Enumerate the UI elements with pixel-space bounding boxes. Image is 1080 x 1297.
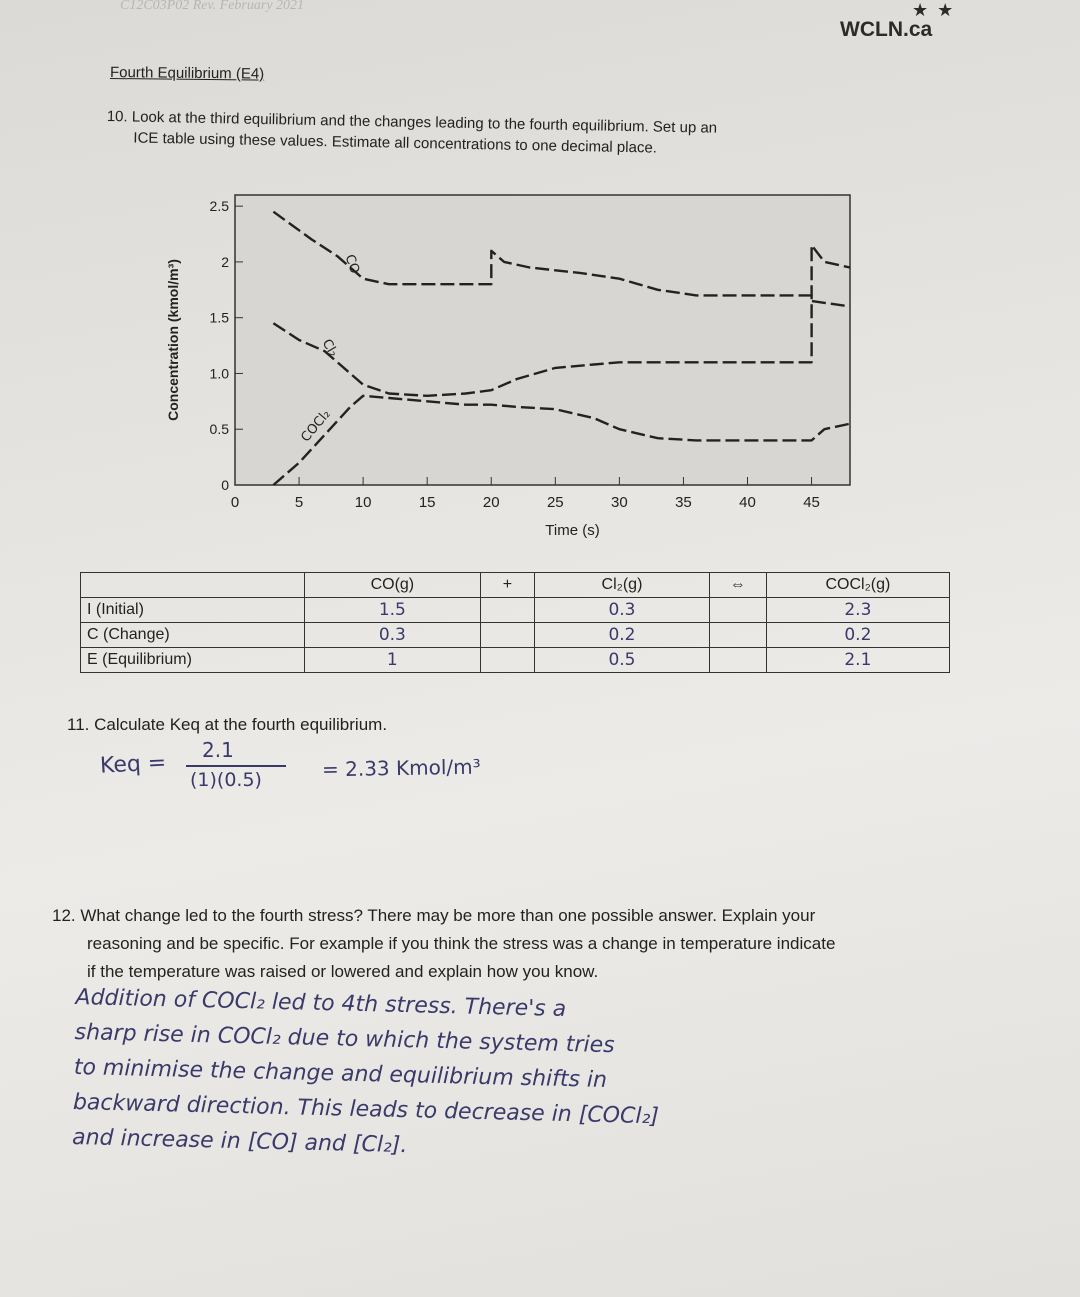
y-tick-label: 0.5 bbox=[209, 421, 229, 438]
section-title: Fourth Equilibrium (E4) bbox=[109, 64, 265, 83]
ice-header-cocl2: COCl₂(g) bbox=[766, 573, 949, 598]
x-tick-label: 0 bbox=[230, 494, 240, 511]
ice-header-cl2: Cl₂(g) bbox=[535, 573, 710, 598]
y-tick-label: 2.5 bbox=[209, 198, 229, 215]
question-12-line3: if the temperature was raised or lowered and explain how you know. bbox=[87, 962, 599, 981]
x-tick-label: 45 bbox=[803, 494, 820, 511]
ice-cell-spacer bbox=[480, 623, 535, 648]
x-tick-label: 5 bbox=[294, 494, 304, 511]
ice-header-co: CO(g) bbox=[305, 573, 480, 598]
table-row bbox=[81, 598, 950, 623]
y-axis-label: Concentration (kmol/m³) bbox=[165, 259, 181, 421]
ice-cell-spacer bbox=[709, 623, 766, 648]
x-tick-label: 35 bbox=[675, 494, 692, 511]
y-tick-label: 0 bbox=[221, 477, 229, 493]
ice-cell-co: 1 bbox=[305, 648, 480, 673]
ice-row-label: C (Change) bbox=[81, 623, 305, 648]
question-10-line1: 10. Look at the third equilibrium and the changes leading to the fourth equilibrium. Set up an bbox=[106, 107, 718, 137]
question-12-line2: reasoning and be specific. For example if you think the stress was a change in temperature indicate bbox=[87, 934, 836, 953]
ice-row-label: I (Initial) bbox=[81, 598, 305, 623]
ice-header-plus: + bbox=[480, 573, 535, 598]
ice-cell-cocl2: 0.2 bbox=[766, 623, 949, 648]
ice-header-arrow: ⇔ bbox=[709, 573, 766, 598]
table-row bbox=[81, 648, 950, 673]
keq-label: Keq = bbox=[99, 750, 167, 779]
x-tick-label: 20 bbox=[482, 494, 500, 511]
question-10 bbox=[106, 106, 927, 164]
answer-line: backward direction. This leads to decrease in [COCl₂] bbox=[72, 1089, 660, 1130]
question-12 bbox=[52, 902, 1042, 986]
keq-numerator: 2.1 bbox=[202, 738, 234, 762]
header-revision: C12C03P02 Rev. February 2021 bbox=[120, 0, 305, 13]
x-tick-label: 15 bbox=[418, 494, 436, 511]
concentration-chart bbox=[150, 175, 890, 555]
brand-logo: WCLN.ca bbox=[840, 18, 933, 41]
ice-cell-cl2: 0.2 bbox=[535, 623, 710, 648]
chart-svg bbox=[150, 175, 890, 555]
ice-cell-spacer bbox=[480, 648, 535, 673]
question-12-line1: 12. What change led to the fourth stress? There may be more than one possible answer. Explain your bbox=[52, 906, 816, 925]
answer-line: to minimise the change and equilibrium shifts in bbox=[73, 1054, 608, 1094]
ice-cell-cocl2: 2.3 bbox=[766, 598, 949, 623]
ice-row-label: E (Equilibrium) bbox=[81, 648, 305, 673]
question-10-line2: ICE table using these values. Estimate all concentrations to one decimal place. bbox=[133, 129, 658, 157]
ice-cell-spacer bbox=[480, 598, 535, 623]
curve-label-co: CO bbox=[341, 252, 363, 276]
table-row bbox=[81, 623, 950, 648]
x-tick-label: 30 bbox=[611, 494, 628, 511]
question-11: 11. Calculate Keq at the fourth equilibrium. bbox=[67, 715, 388, 734]
ice-header-blank bbox=[81, 573, 305, 598]
y-tick-label: 1.0 bbox=[209, 365, 229, 382]
x-tick-label: 10 bbox=[354, 494, 372, 511]
answer-line: and increase in [CO] and [Cl₂]. bbox=[71, 1124, 408, 1159]
ice-cell-co: 1.5 bbox=[305, 598, 480, 623]
x-tick-label: 25 bbox=[546, 494, 564, 511]
curve-label-cocl2: COCl₂ bbox=[298, 407, 334, 446]
ice-cell-spacer bbox=[709, 648, 766, 673]
y-tick-label: 2 bbox=[221, 253, 229, 270]
brand-stars-icon: ★ ★ bbox=[912, 0, 956, 20]
x-axis-label: Time (s) bbox=[545, 522, 600, 539]
ice-header-row bbox=[81, 573, 950, 598]
ice-cell-cl2: 0.5 bbox=[535, 648, 710, 673]
ice-cell-co: 0.3 bbox=[305, 623, 480, 648]
fraction-bar bbox=[186, 765, 286, 767]
y-tick-label: 1.5 bbox=[209, 309, 229, 326]
answer-line: Addition of COCl₂ led to 4th stress. There's a bbox=[75, 984, 567, 1022]
ice-cell-cl2: 0.3 bbox=[535, 598, 710, 623]
curve-label-cl2: Cl₂ bbox=[318, 336, 341, 360]
handwritten-answer-12 bbox=[72, 980, 1046, 1179]
ice-table bbox=[80, 572, 950, 673]
ice-cell-spacer bbox=[709, 598, 766, 623]
keq-denominator: (1)(0.5) bbox=[190, 769, 262, 791]
answer-line: sharp rise in COCl₂ due to which the system tries bbox=[74, 1019, 615, 1059]
x-tick-label: 40 bbox=[739, 494, 756, 511]
ice-cell-cocl2: 2.1 bbox=[766, 648, 949, 673]
keq-result: = 2.33 Kmol/m³ bbox=[321, 754, 481, 782]
